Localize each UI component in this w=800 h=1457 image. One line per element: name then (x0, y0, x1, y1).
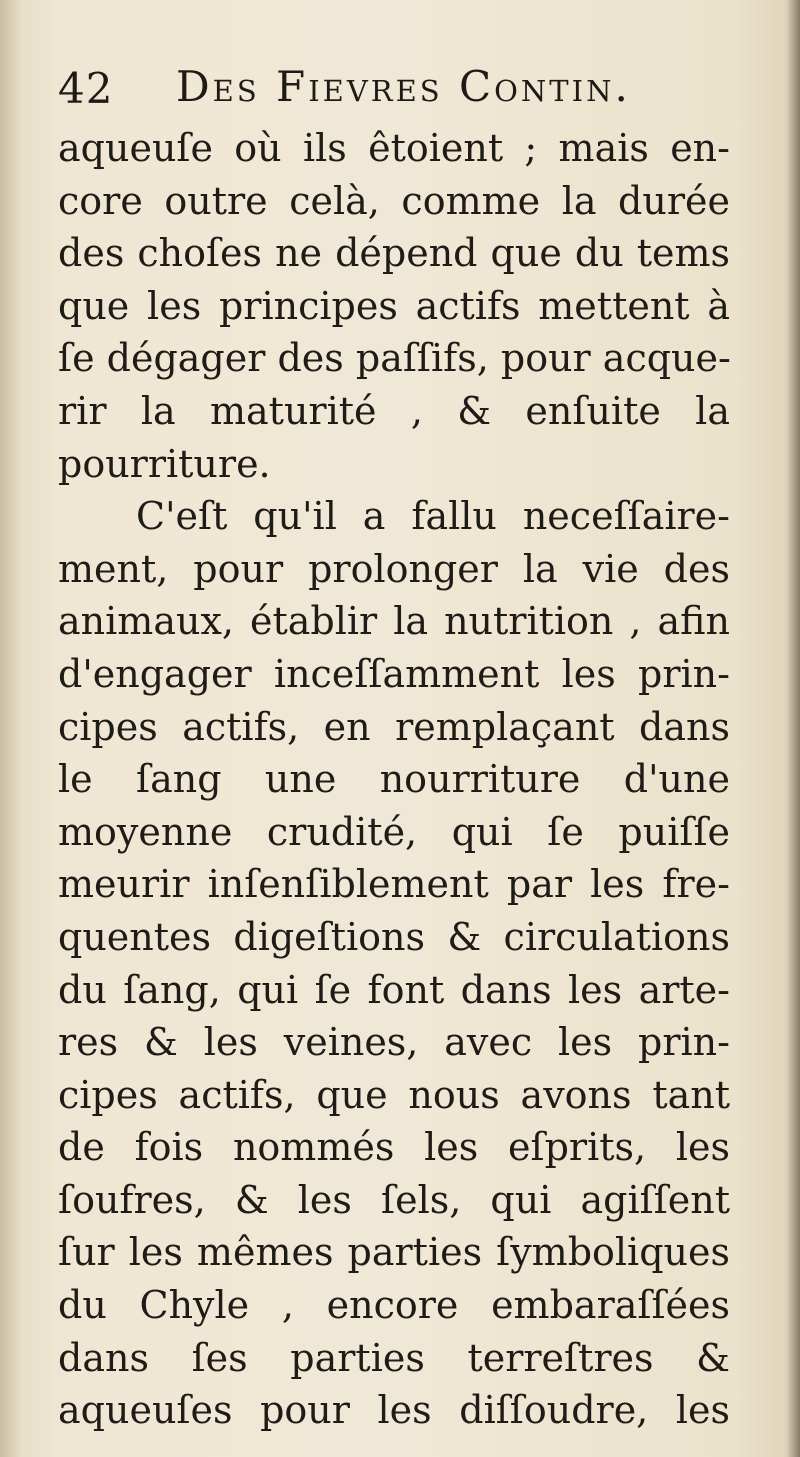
page-header (58, 62, 730, 124)
page-number: 42 (58, 64, 114, 113)
text-line: ment, pour prolonger la vie des (58, 546, 730, 591)
text-line: cipes actifs, que nous avons tant (58, 1072, 730, 1117)
text-line: que les principes actifs mettent à (58, 283, 730, 328)
text-line: ſoufres, & les ſels, qui agiſſent (58, 1177, 730, 1222)
paragraph-start-line: C'eſt qu'il a fallu neceſſaire- (136, 494, 730, 539)
text-line: aqueuſe où ils êtoient ; mais en- (58, 126, 730, 170)
text-line: aqueuſes pour les diſſoudre, les (58, 1388, 730, 1433)
text-line: d'engager inceſſamment les prin- (58, 651, 730, 696)
text-line: de fois nommés les eſprits, les (58, 1125, 730, 1170)
text-line: des choſes ne dépend que du tems (58, 231, 730, 276)
text-line: moyenne crudité, qui ſe puiſſe (58, 809, 730, 854)
text-line: animaux, établir la nutrition , afin (58, 599, 730, 644)
body-text (58, 122, 730, 1437)
text-line: du Chyle , encore embaraſſées (58, 1283, 730, 1328)
text-line: quentes digeſtions & circulations (58, 914, 730, 959)
text-line: le ſang une nourriture d'une (58, 757, 730, 802)
text-line: du ſang, qui ſe font dans les arte- (58, 967, 730, 1012)
text-line: ſe dégager des paſſifs, pour acque- (58, 336, 731, 381)
running-title: Des Fievres Contin. (176, 62, 631, 111)
paragraph-end-line: pourriture. (58, 441, 271, 486)
text-line: meurir inſenſiblement par les fre- (58, 862, 730, 907)
text-line: cipes actifs, en remplaçant dans (58, 704, 730, 749)
text-line: res & les veines, avec les prin- (58, 1020, 730, 1065)
text-line: rir la maturité , & enſuite la (58, 388, 730, 433)
text-line: ſur les mêmes parties ſymboliques (58, 1230, 730, 1275)
text-line: dans ſes parties terreſtres & (58, 1335, 730, 1380)
text-line: core outre celà, comme la durée (58, 178, 730, 223)
